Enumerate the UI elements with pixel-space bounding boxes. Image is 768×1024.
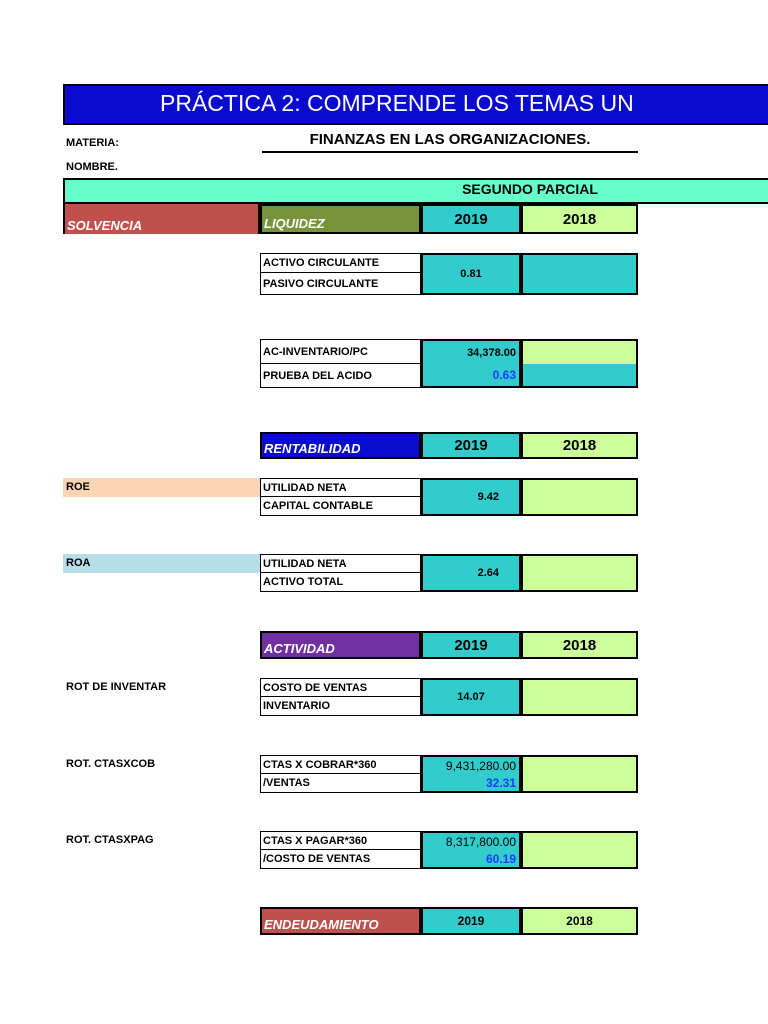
- rot-ctasxpag-2018-value: [521, 831, 638, 869]
- rot-inventario-label: ROT DE INVENTAR: [66, 681, 167, 693]
- endeudamiento-year-2018: 2018: [521, 907, 638, 935]
- solvencia-header: SOLVENCIA: [63, 204, 260, 234]
- ctas-pagar-value: 8,317,800.00: [421, 831, 521, 850]
- roe-2019-value: 9.42: [421, 478, 521, 516]
- ctas-pagar-label: CTAS X PAGAR*360: [260, 831, 421, 850]
- activo-total-label: ACTIVO TOTAL: [260, 573, 421, 592]
- rentabilidad-year-2018: 2018: [521, 432, 638, 459]
- rentabilidad-year-2019: 2019: [421, 432, 521, 459]
- roa-2018-value: [521, 554, 638, 592]
- materia-value: FINANZAS EN LAS ORGANIZACIONES.: [309, 131, 591, 148]
- prueba-acido-value: 0.63: [421, 364, 521, 388]
- rot-inventario-2019-value: 14.07: [421, 678, 521, 716]
- page-title: PRÁCTICA 2: COMPRENDE LOS TEMAS UN: [160, 90, 634, 116]
- costo-ventas-divisor-label: /COSTO DE VENTAS: [260, 850, 421, 869]
- prueba-acido-label: PRUEBA DEL ACIDO: [260, 364, 421, 388]
- roe-label: ROE: [63, 478, 260, 497]
- pasivo-circulante-label: PASIVO CIRCULANTE: [260, 273, 421, 295]
- liquidez-year-2019: 2019: [421, 204, 521, 234]
- actividad-year-2018: 2018: [521, 631, 638, 659]
- ac-inventario-2018: [521, 339, 638, 364]
- ctas-cobrar-label: CTAS X COBRAR*360: [260, 755, 421, 774]
- ac-inventario-label: AC-INVENTARIO/PC: [260, 339, 421, 364]
- activo-circulante-label: ACTIVO CIRCULANTE: [260, 253, 421, 273]
- costo-ventas-label: COSTO DE VENTAS: [260, 678, 421, 697]
- roe-2018-value: [521, 478, 638, 516]
- actividad-header: ACTIVIDAD: [260, 631, 421, 659]
- roa-utilidad-neta-label: UTILIDAD NETA: [260, 554, 421, 573]
- rot-ctasxpag-label: ROT. CTASXPAG: [66, 834, 154, 846]
- liquidez-header: LIQUIDEZ: [260, 204, 421, 234]
- materia-underline: [262, 151, 638, 153]
- liquidez-2018-value: [521, 253, 638, 295]
- endeudamiento-header: ENDEUDAMIENTO: [260, 907, 421, 935]
- rot-ctasxpag-value: 60.19: [421, 850, 521, 869]
- roe-utilidad-neta-label: UTILIDAD NETA: [260, 478, 421, 497]
- rot-ctasxcob-label: ROT. CTASXCOB: [66, 758, 156, 770]
- rentabilidad-header: RENTABILIDAD: [260, 432, 421, 459]
- parcial-bar: [63, 178, 768, 204]
- roa-2019-value: 2.64: [421, 554, 521, 592]
- inventario-label: INVENTARIO: [260, 697, 421, 716]
- liquidez-2019-value: 0.81: [421, 253, 521, 295]
- capital-contable-label: CAPITAL CONTABLE: [260, 497, 421, 516]
- materia-label: MATERIA:: [66, 137, 119, 149]
- ctas-cobrar-value: 9,431,280.00: [421, 755, 521, 774]
- roa-label: ROA: [63, 554, 260, 573]
- rot-ctasxcob-value: 32.31: [421, 774, 521, 793]
- ac-inventario-value: 34,378.00: [421, 339, 521, 364]
- liquidez-year-2018: 2018: [521, 204, 638, 234]
- rot-inventario-2018-value: [521, 678, 638, 716]
- nombre-label: NOMBRE.: [66, 161, 118, 173]
- parcial-label: SEGUNDO PARCIAL: [462, 181, 598, 197]
- rot-ctasxcob-2018-value: [521, 755, 638, 793]
- endeudamiento-year-2019: 2019: [421, 907, 521, 935]
- actividad-year-2019: 2019: [421, 631, 521, 659]
- ventas-label: /VENTAS: [260, 774, 421, 793]
- prueba-acido-2018: [521, 364, 638, 388]
